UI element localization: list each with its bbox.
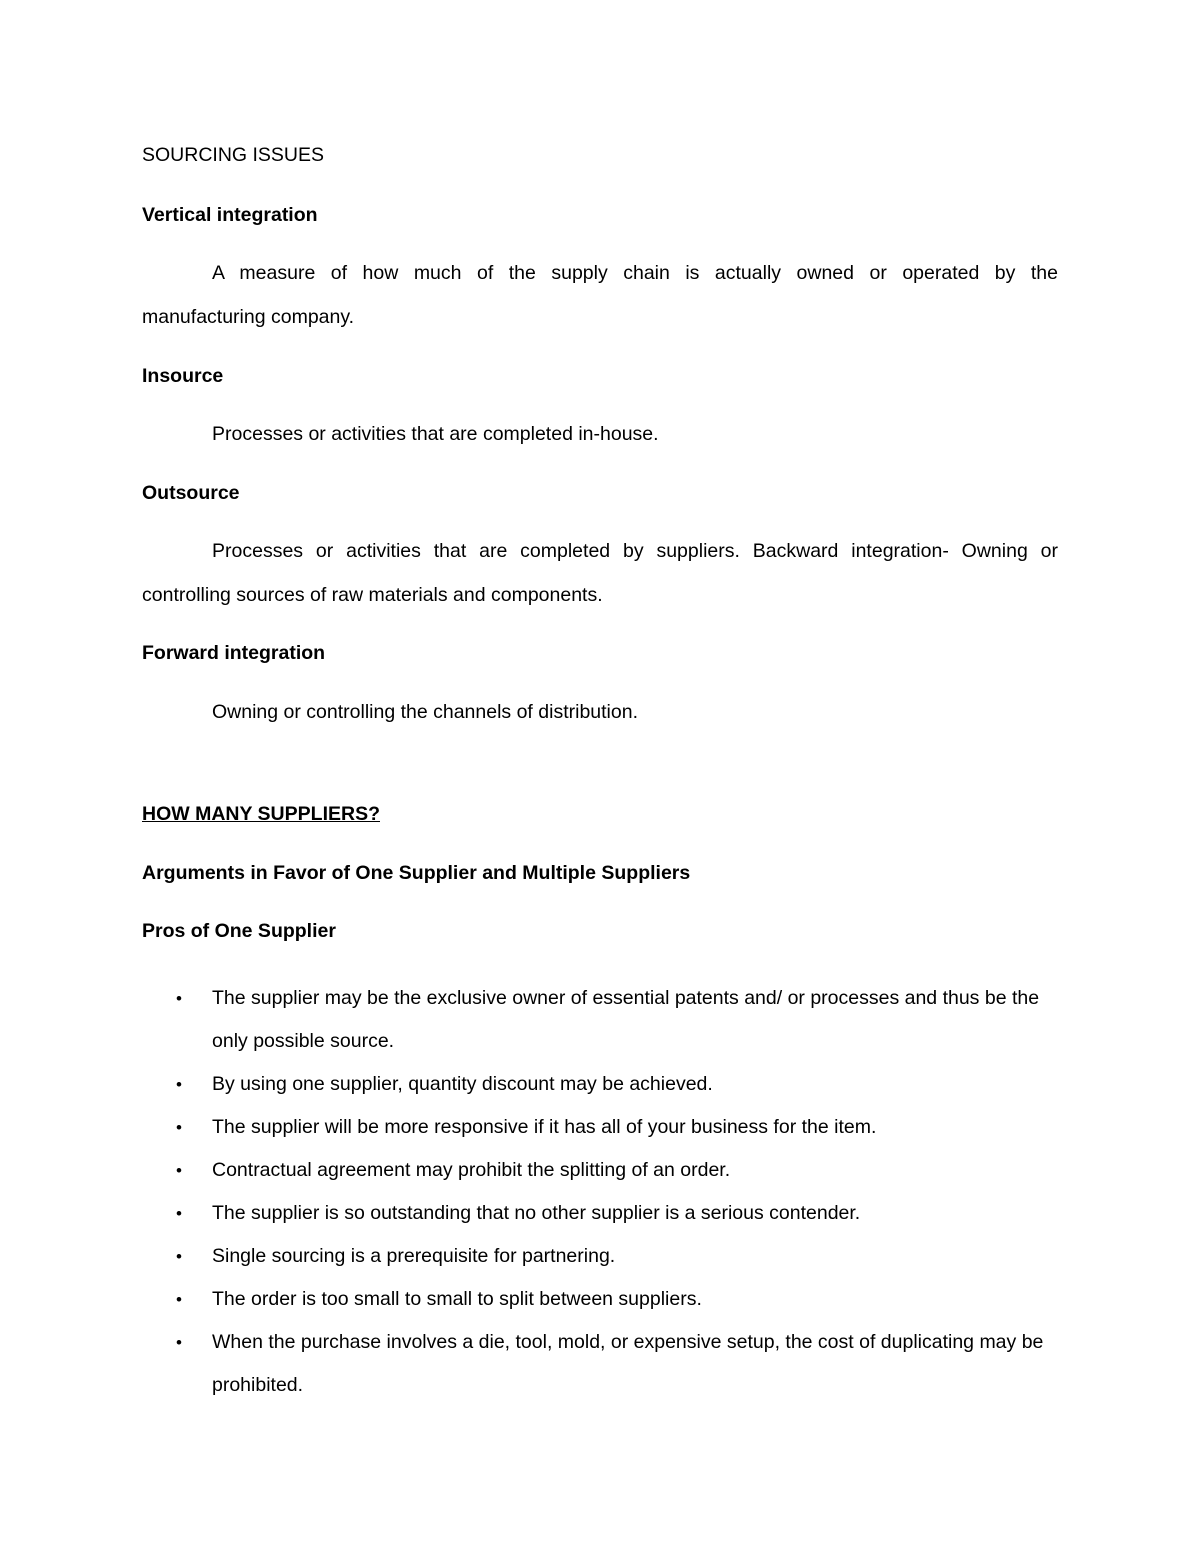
bullet-icon: • <box>176 989 182 1008</box>
definition-insource: Processes or activities that are completed in-house. <box>212 423 659 445</box>
list-item-text: Contractual agreement may prohibit the splitting of an order. <box>212 1159 731 1181</box>
bullet-icon: • <box>176 1204 182 1223</box>
heading-pros-of-one-supplier: Pros of One Supplier <box>142 920 336 942</box>
list-item <box>142 1192 1060 1235</box>
definition-vertical-integration-line2: manufacturing company. <box>142 306 355 328</box>
section-title-sourcing-issues: SOURCING ISSUES <box>142 144 325 166</box>
list-item <box>142 1321 1060 1407</box>
list-item <box>142 977 1060 1063</box>
definition-vertical-integration-line1: A measure of how much of the supply chain is actually owned or operated by the <box>212 262 1058 284</box>
definition-forward-integration: Owning or controlling the channels of distribution. <box>212 701 638 723</box>
list-item <box>142 1278 1060 1321</box>
list-item <box>142 1063 1060 1106</box>
bullet-icon: • <box>176 1247 182 1266</box>
term-vertical-integration: Vertical integration <box>142 204 318 226</box>
bullet-icon: • <box>176 1118 182 1137</box>
list-item-text: The supplier may be the exclusive owner of essential patents and/ or processes and thus be the only possible source. <box>212 987 1040 1052</box>
pros-list <box>142 977 1060 1407</box>
term-insource: Insource <box>142 365 224 387</box>
list-item-text: When the purchase involves a die, tool, mold, or expensive setup, the cost of duplicating may be prohibited. <box>212 1331 1044 1396</box>
definition-outsource-line1: Processes or activities that are completed by suppliers. Backward integration- Owning or <box>212 540 1058 562</box>
list-item-text: The order is too small to small to split between suppliers. <box>212 1288 702 1310</box>
list-item-text: By using one supplier, quantity discount may be achieved. <box>212 1073 713 1095</box>
list-item-text: Single sourcing is a prerequisite for partnering. <box>212 1245 616 1267</box>
definition-outsource-line2: controlling sources of raw materials and components. <box>142 584 603 606</box>
list-item <box>142 1149 1060 1192</box>
subtitle-arguments: Arguments in Favor of One Supplier and Multiple Suppliers <box>142 862 691 884</box>
bullet-icon: • <box>176 1161 182 1180</box>
bullet-icon: • <box>176 1333 182 1352</box>
list-item-text: The supplier will be more responsive if it has all of your business for the item. <box>212 1116 877 1138</box>
bullet-icon: • <box>176 1290 182 1309</box>
list-item <box>142 1235 1060 1278</box>
list-item <box>142 1106 1060 1149</box>
section-title-how-many-suppliers: HOW MANY SUPPLIERS? <box>142 803 380 825</box>
term-outsource: Outsource <box>142 482 240 504</box>
list-item-text: The supplier is so outstanding that no other supplier is a serious contender. <box>212 1202 861 1224</box>
term-forward-integration: Forward integration <box>142 642 326 664</box>
bullet-icon: • <box>176 1075 182 1094</box>
